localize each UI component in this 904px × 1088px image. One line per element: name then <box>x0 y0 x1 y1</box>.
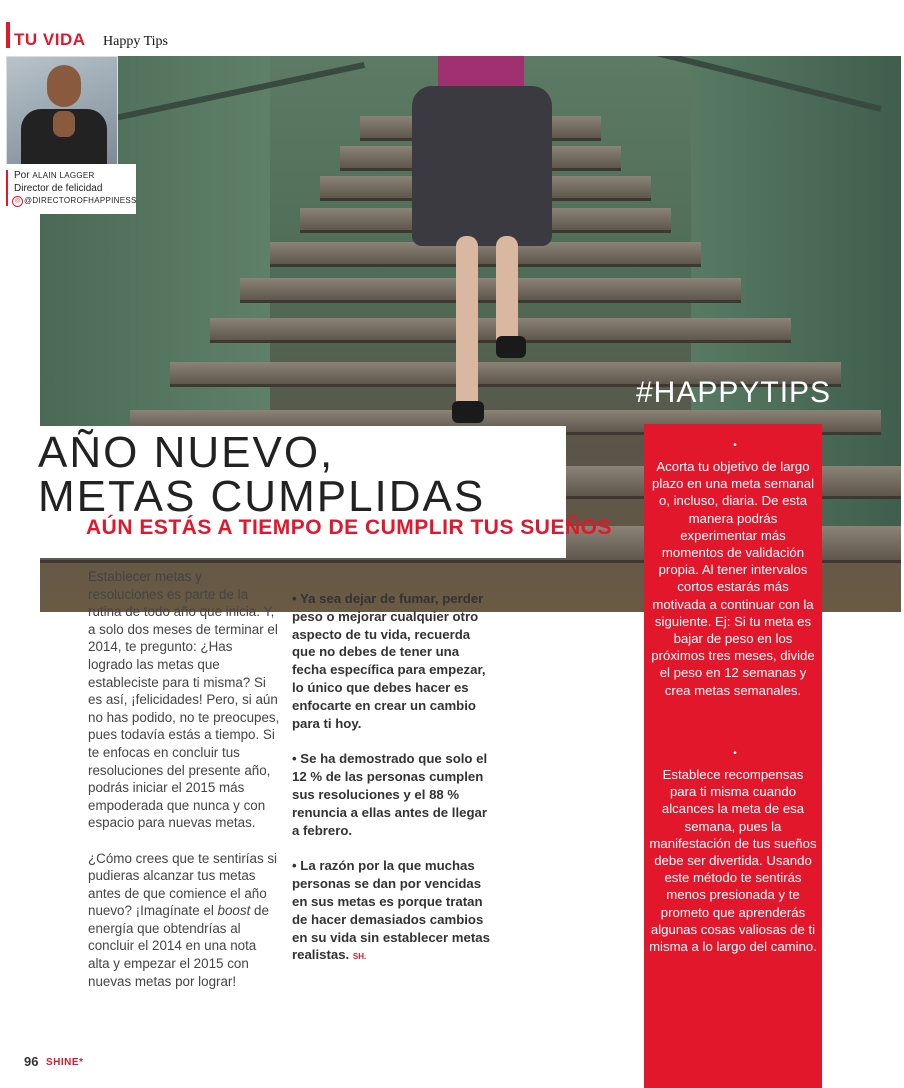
photo-woman-leg <box>456 236 478 416</box>
photo-step <box>240 278 741 303</box>
photo-woman-skirt <box>412 86 552 246</box>
author-photo-head <box>47 65 81 107</box>
author-byline <box>14 170 95 181</box>
author-photo <box>6 56 118 166</box>
headline-line-1: AÑO NUEVO, <box>38 428 335 477</box>
article-end-mark: SH. <box>352 952 367 962</box>
author-photo-hands <box>53 111 75 137</box>
body-paragraph-1: Establecer metas y resoluciones es parte de la rutina de todo año que inicia. Y, a solo dos meses de terminar el 2014, te pregunto: ¿Has logrado las metas que estableciste para ti misma? Si es así, ¡felicidades! Pero, si aún no has podido, no te preocupes, pues todavía estás a tiempo. Si te enfocas en concluir tus resoluciones del presente año, podrás iniciar el 2015 más empoderada que nunca y con espacio para nuevas metas. <box>88 569 280 831</box>
body-column-1 <box>88 568 280 1008</box>
body-paragraph-2-part-a: ¿Cómo crees que te sentirías si pudieras alcanzar tus metas antes de que comience el año nuevo? ¡Imagínate el <box>88 850 278 919</box>
headline-line-2: METAS CUMPLIDAS <box>38 472 486 521</box>
bullet-2: • Se ha demostrado que solo el 12 % de las personas cumplen sus resoluciones y el 88 % renuncia a ellas antes de llegar a febrero. <box>292 751 488 838</box>
author-handle: @DIRECTOROFHAPPINESS <box>24 196 137 205</box>
sidebar-bullet: • <box>733 748 737 759</box>
author-accent-bar <box>6 170 8 206</box>
bullet-3 <box>292 857 492 966</box>
sidebar-bullet: • <box>733 440 737 451</box>
body-paragraph-2 <box>88 850 280 991</box>
hashtag: #HAPPYTIPS <box>636 376 832 409</box>
author-by-label: Por <box>14 170 30 181</box>
instagram-icon: ◎ <box>12 196 23 207</box>
sidebar-tip-2: Establece recompensas para ti misma cuando alcances la meta de esa semana, pues la manifestación de tus sueños debe ser divertida. Usando este método te sentirás menos presionada y te prometo que aprenderás algunas cosas valiosas de ti misma a lo largo del camino. <box>649 767 817 955</box>
body-paragraph-2-part-b: de energía que obtendrías al concluir el 2014 en una nota alta y empezar el 2015 con nuevas metas por lograr! <box>88 903 269 989</box>
bullet-1: • Ya sea dejar de fumar, perder peso o mejorar cualquier otro aspecto de tu vida, recuerda que no debes de tener una fecha específica para empezar, lo único que debes hacer es enfocarte en crear un cambio para ti hoy. <box>292 591 486 731</box>
author-role: Director de felicidad <box>14 183 103 194</box>
photo-woman-shoe <box>452 401 484 423</box>
section-subtitle: Happy Tips <box>103 34 168 49</box>
photo-woman-shoe <box>496 336 526 358</box>
author-name: ALAIN LAGGER <box>32 171 95 180</box>
sidebar-tip-1: Acorta tu objetivo de largo plazo en una meta semanal o, incluso, diaria. De esta manera podrás experimentar más momentos de validación propia. Al tener intervalos cortos estarás más motivada a continuar con la siguiente. Ej: Si tu meta es bajar de peso en los próximos tres meses, divide el peso en 12 semanas y crea metas semanales. <box>651 459 815 698</box>
section-accent-bar <box>6 22 10 48</box>
body-paragraph-2-emphasis: boost <box>217 903 251 919</box>
subheadline: AÚN ESTÁS A TIEMPO DE CUMPLIR TUS SUEÑOS <box>86 516 612 539</box>
magazine-name: SHINE* <box>46 1057 84 1068</box>
page-number: 96 <box>24 1054 39 1069</box>
bullet-3-text: • La razón por la que muchas personas se dan por vencidas en sus metas es porque tratan de hacer demasiados cambios en su vida sin establecer metas realistas. <box>292 858 490 963</box>
section-title: TU VIDA <box>14 30 86 49</box>
body-column-2 <box>292 590 492 984</box>
